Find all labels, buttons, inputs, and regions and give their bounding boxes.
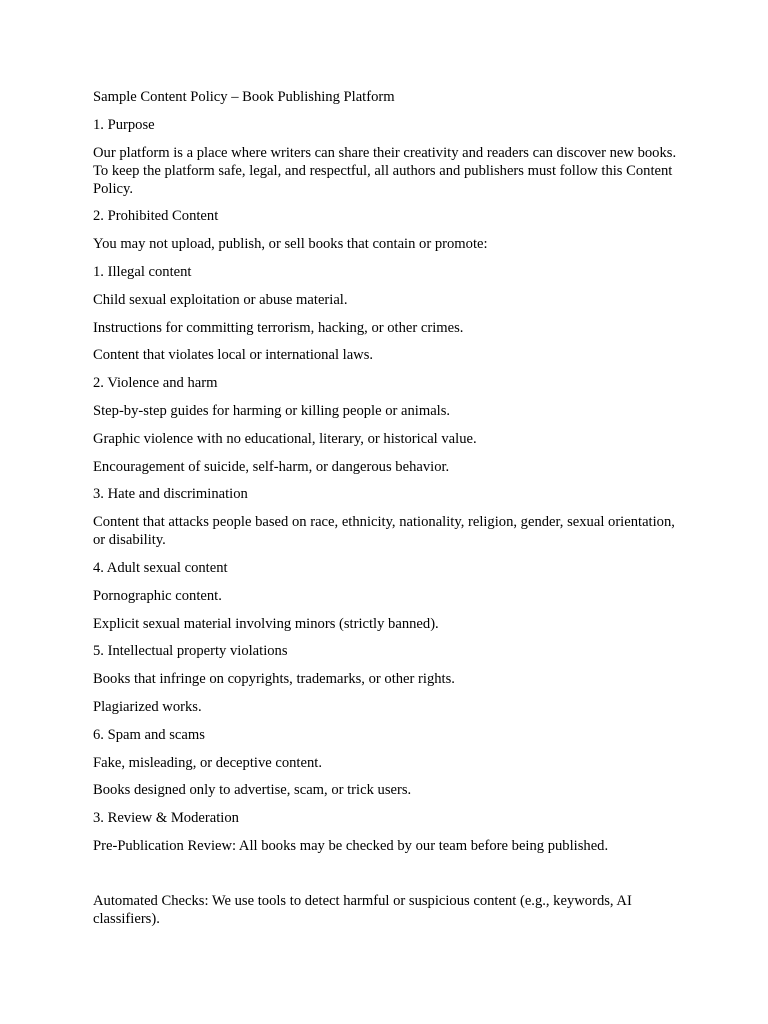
document-title: Sample Content Policy – Book Publishing Platform: [93, 89, 395, 105]
review-item-prepublication: Pre-Publication Review: All books may be checked by our team before being published.: [93, 837, 609, 854]
category-item: Books designed only to advertise, scam, or trick users.: [93, 782, 412, 799]
category-item: Instructions for committing terrorism, hacking, or other crimes.: [93, 319, 464, 336]
purpose-heading: 1. Purpose: [93, 116, 155, 133]
category-heading-violence: 2. Violence and harm: [93, 375, 218, 392]
category-heading-ip: 5. Intellectual property violations: [93, 643, 288, 660]
category-heading-illegal: 1. Illegal content: [93, 263, 192, 280]
document-page: [93, 88, 683, 938]
category-item: Encouragement of suicide, self-harm, or dangerous behavior.: [93, 458, 450, 475]
category-item: Books that infringe on copyrights, trademarks, or other rights.: [93, 671, 455, 688]
category-item: Explicit sexual material involving minors (strictly banned).: [93, 615, 439, 632]
review-heading: 3. Review & Moderation: [93, 810, 239, 827]
category-item: Child sexual exploitation or abuse material.: [93, 291, 348, 308]
category-item: Fake, misleading, or deceptive content.: [93, 754, 322, 771]
category-item: Content that attacks people based on race, ethnicity, nationality, religion, gender, sexual orientation, or disability.: [93, 514, 675, 549]
purpose-text: Our platform is a place where writers can share their creativity and readers can discover new books. To keep the platform safe, legal, and respectful, all authors and publishers must follow this Content Policy.: [93, 144, 677, 197]
category-item: Step-by-step guides for harming or killing people or animals.: [93, 402, 451, 419]
category-item: Plagiarized works.: [93, 698, 202, 715]
review-item-automated: Automated Checks: We use tools to detect harmful or suspicious content (e.g., keywords, AI classifiers).: [93, 893, 632, 928]
category-item: Pornographic content.: [93, 587, 222, 604]
category-heading-adult: 4. Adult sexual content: [93, 559, 228, 576]
category-item: Graphic violence with no educational, literary, or historical value.: [93, 430, 477, 447]
category-item: Content that violates local or international laws.: [93, 347, 374, 364]
prohibited-intro: You may not upload, publish, or sell books that contain or promote:: [93, 236, 488, 253]
prohibited-heading: 2. Prohibited Content: [93, 208, 219, 225]
category-heading-spam: 6. Spam and scams: [93, 726, 205, 743]
category-heading-hate: 3. Hate and discrimination: [93, 486, 248, 503]
